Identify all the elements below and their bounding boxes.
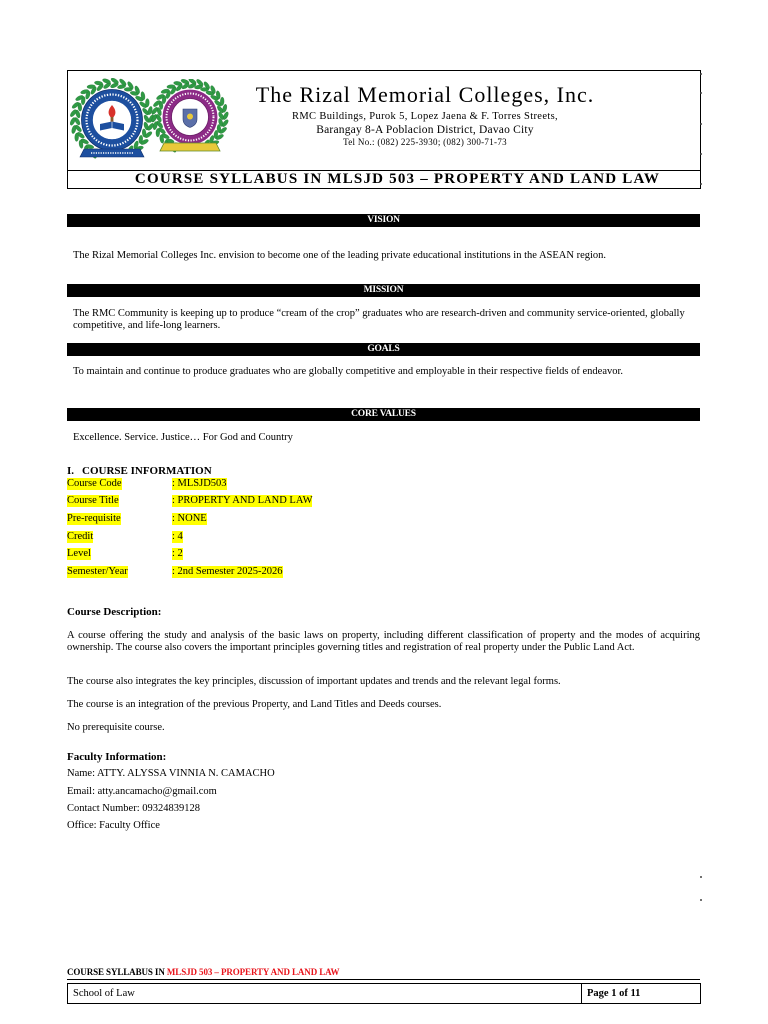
course-info-value: : MLSJD503 [172,477,227,489]
course-info-row [67,493,467,511]
footer-title-course: MLSJD 503 – PROPERTY AND LAND LAW [166,967,340,977]
seal-ribbon [160,143,220,151]
course-info-row [67,545,467,563]
section-title: COURSE INFORMATION [82,465,212,477]
course-info-label: Level [67,548,91,560]
margin-mark [700,92,702,94]
value-cell [172,495,312,507]
section-number: I. [67,465,75,477]
margin-mark [700,73,702,75]
footer-table [67,983,701,1004]
margin-mark [700,123,702,125]
laurel-leaf [156,128,160,137]
laurel-leaf [94,81,103,86]
laurel-leaf [71,125,77,134]
value-cell [172,478,227,490]
label-cell [67,531,172,543]
course-info-row [67,510,467,528]
faculty-name: Name: ATTY. ALYSSA VINNIA N. CAMACHO [67,768,275,780]
vision-text: The Rizal Memorial Colleges Inc. envision to become one of the leading private educational institutions in the ASEAN region. [73,250,607,261]
institution-name: The Rizal Memorial Colleges, Inc. [255,82,595,107]
college-seal-logo-left [69,78,155,166]
address-line-1: RMC Buildings, Purok 5, Lopez Jaena & F. Torres Streets, [291,111,559,122]
course-info-value: : 4 [172,530,183,542]
faculty-info-list [67,765,467,834]
value-cell [172,566,283,578]
syllabus-title: COURSE SYLLABUS IN MLSJD 503 – PROPERTY AND LAND LAW [134,171,661,187]
school-seal-logo-right [150,79,230,159]
course-info-value: : NONE [172,512,207,524]
margin-mark [700,899,702,901]
label-cell [67,478,172,490]
telephone-line: Tel No.: (082) 225-3930; (082) 300-71-73 [343,137,507,147]
laurel-leaf [75,133,79,142]
faculty-office: Office: Faculty Office [67,820,160,832]
course-info-label: Course Title [67,495,119,507]
seal-ribbon [80,149,144,157]
core-values-text: Excellence. Service. Justice… For God and Country [73,432,293,443]
course-description-heading: Course Description: [67,606,162,618]
goals-text: To maintain and continue to produce graduates who are globally competitive and employable in their respective fields of endeavor. [73,366,624,377]
course-info-table [67,475,467,581]
margin-mark [700,183,702,185]
laurel-leaf [220,97,224,106]
course-info-value: : PROPERTY AND LAND LAW [172,495,313,507]
label-cell [67,566,172,578]
margin-mark [700,153,702,155]
footer-title-prefix: COURSE SYLLABUS IN [67,967,165,977]
mission-bar: MISSION [67,284,700,297]
footer-course-title [67,966,339,978]
mission-text: The RMC Community is keeping up to produce “cream of the crop” graduates who are research-driven and community service-oriented, globally competitive, and life-long learners. [73,308,685,331]
core-values-bar: CORE VALUES [67,408,700,421]
footer-rule [67,979,700,980]
course-info-label: Credit [67,530,94,542]
label-cell [67,513,172,525]
value-cell [172,531,183,543]
course-info-row [67,528,467,546]
laurel-leaf [145,99,149,108]
course-info-label: Course Code [67,477,122,489]
laurel-leaf [102,78,111,84]
value-cell [172,548,183,560]
shield-dot [187,114,193,120]
address-line-2: Barangay 8-A Poblacion District, Davao City [316,124,534,136]
description-paragraph: No prerequisite course. [67,722,165,733]
value-cell [172,513,207,525]
vision-bar: VISION [67,214,700,227]
footer-department: School of Law [68,984,582,1003]
description-paragraph: A course offering the study and analysis of the basic laws on property, including different classification of property and the modes of acquiring ownership. The course also covers the important principles governing titles and registration of real property under the Public Land Act. [67,630,700,653]
faculty-email: Email: atty.ancamacho@gmail.com [67,785,217,797]
course-info-label: Pre-requisite [67,512,121,524]
faculty-info-heading: Faculty Information: [67,751,167,763]
description-paragraph: The course is an integration of the previous Property, and Land Titles and Deeds courses. [67,699,442,710]
laurel-leaf [173,81,182,86]
description-paragraph: The course also integrates the key principles, discussion of important updates and trends and the relevant legal forms. [67,676,561,687]
page-number: Page 1 of 11 [587,988,641,999]
course-info-label: Semester/Year [67,565,128,577]
course-info-row [67,475,467,493]
goals-bar: GOALS [67,343,700,356]
label-cell [67,495,172,507]
faculty-contact: Contact Number: 09324839128 [67,802,200,814]
course-info-row [67,563,467,581]
course-info-value: : 2nd Semester 2025-2026 [172,565,283,577]
label-cell [67,548,172,560]
margin-mark [700,876,702,878]
course-info-value: : 2 [172,548,183,560]
